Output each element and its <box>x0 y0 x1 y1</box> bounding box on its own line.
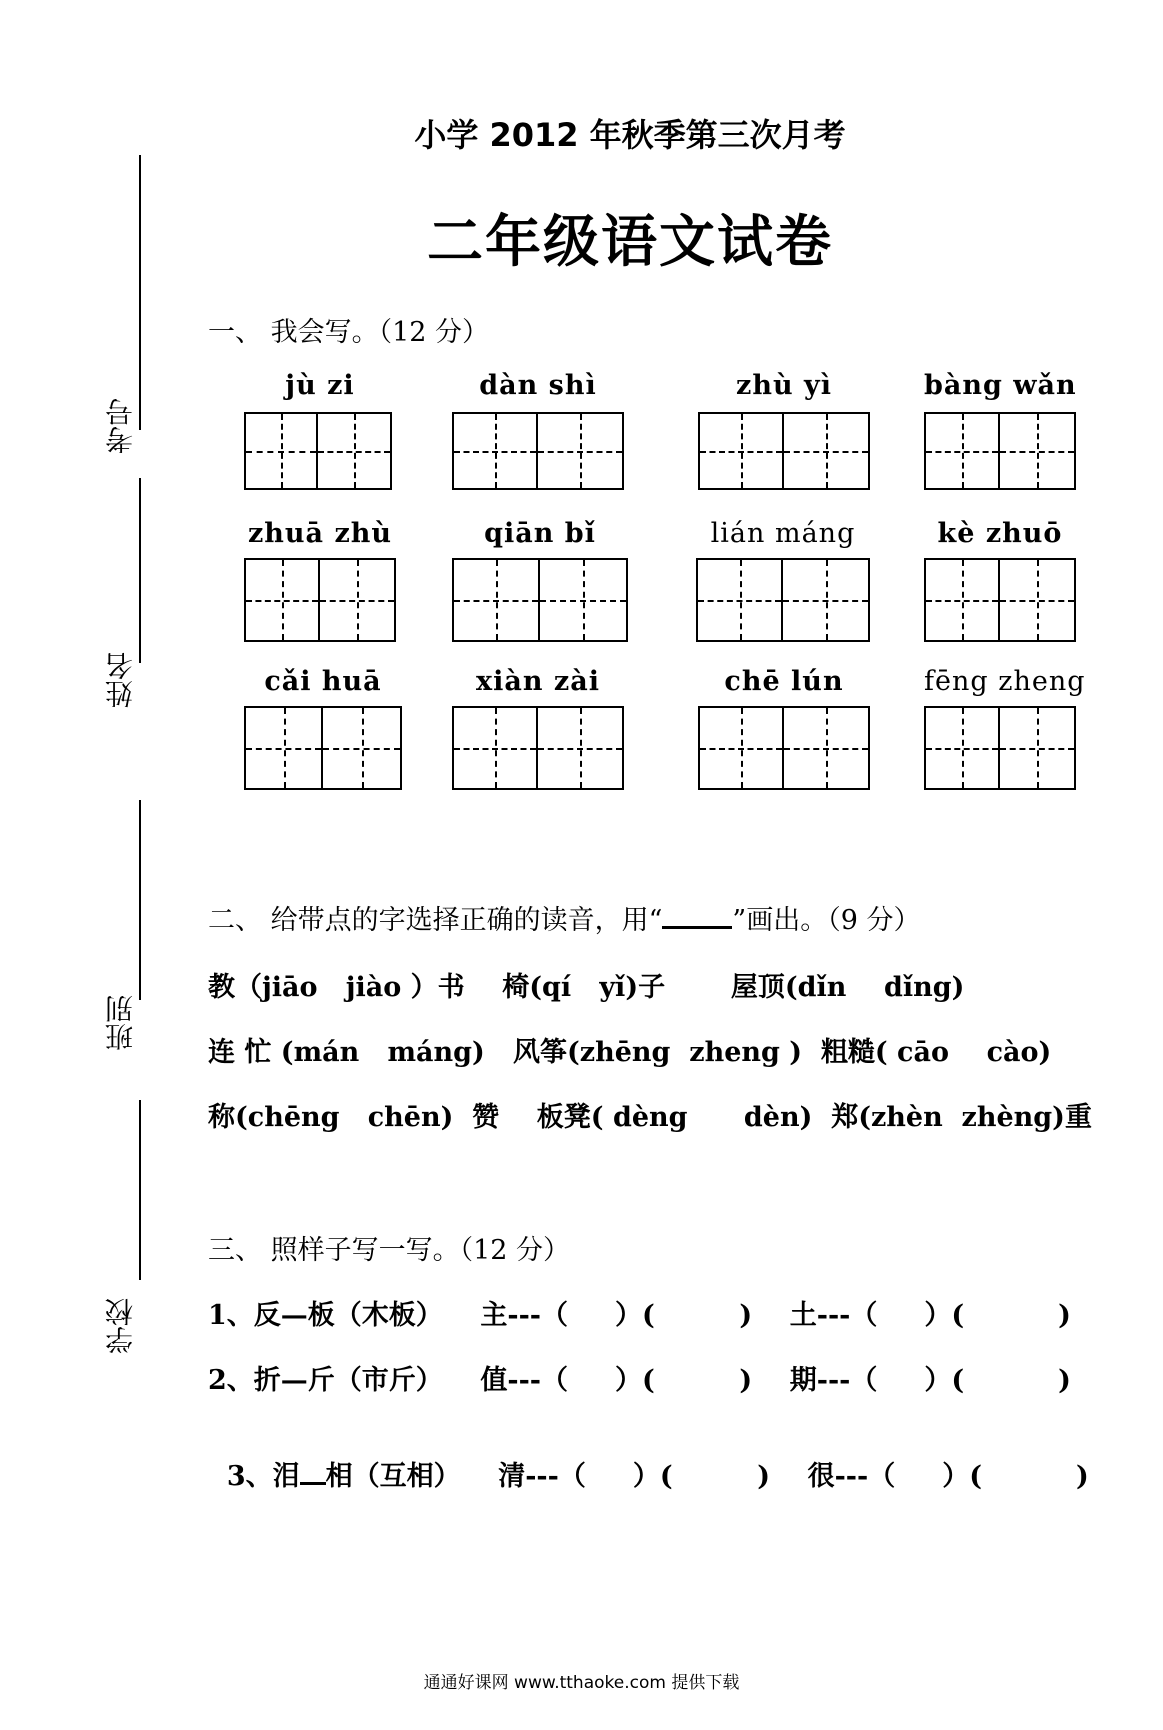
writing-box[interactable] <box>1000 558 1076 642</box>
pinyin-label: dàn shì <box>479 370 597 401</box>
writing-item <box>452 518 628 643</box>
writing-box[interactable] <box>244 558 320 642</box>
binding-line <box>139 1100 141 1280</box>
side-label-class: 班别 <box>104 995 137 1051</box>
writing-item <box>244 518 396 643</box>
pinyin-label: chē lún <box>724 666 844 697</box>
writing-item <box>924 370 1076 492</box>
pinyin-label: bàng wǎn <box>924 370 1077 401</box>
writing-box[interactable] <box>452 412 538 490</box>
exam-title: 二年级语文试卷 <box>427 210 833 275</box>
writing-box[interactable] <box>698 706 784 790</box>
writing-box[interactable] <box>244 706 323 790</box>
pronunciation-line: 连 忙 (mán máng) 风筝(zhēng zheng ) 粗糙( cāo cào) <box>208 1037 1052 1068</box>
pinyin-label: zhuā zhù <box>247 518 393 549</box>
blank-underline <box>300 1482 326 1485</box>
pinyin-label: cǎi huā <box>264 666 382 697</box>
writing-box[interactable] <box>320 558 396 642</box>
writing-box[interactable] <box>538 412 624 490</box>
writing-box[interactable] <box>244 412 318 490</box>
writing-box[interactable] <box>318 412 392 490</box>
writing-item <box>696 518 870 643</box>
footer-source: 通通好课网 www.tthaoke.com 提供下载 <box>423 1673 740 1693</box>
pinyin-label: xiàn zài <box>476 666 600 697</box>
writing-box[interactable] <box>924 706 1000 790</box>
writing-box[interactable] <box>783 558 870 642</box>
binding-line <box>139 800 141 1000</box>
example-line-start: 3、泪 <box>226 1461 300 1492</box>
writing-item <box>244 370 396 492</box>
writing-box[interactable] <box>784 412 870 490</box>
writing-box[interactable] <box>1000 706 1076 790</box>
pinyin-label: lián máng <box>710 518 856 549</box>
writing-box[interactable] <box>1000 412 1076 490</box>
writing-box[interactable] <box>924 558 1000 642</box>
pronunciation-line: 教（jiāo jiào ）书 椅(qí yǐ)子 屋顶(dǐn dǐng) <box>208 972 965 1003</box>
writing-box[interactable] <box>452 706 538 790</box>
section1-heading: 一、 我会写。（12 分） <box>208 317 490 348</box>
pinyin-label: qiān bǐ <box>484 518 596 549</box>
writing-item <box>452 370 624 492</box>
section2-heading-tail: ”画出。（9 分） <box>732 905 921 936</box>
side-label-school: 学校 <box>104 1298 137 1354</box>
pinyin-label: fēng zheng <box>924 666 1086 697</box>
writing-item <box>698 666 870 790</box>
pinyin-label: zhù yì <box>736 370 832 401</box>
binding-line <box>139 155 141 430</box>
writing-box[interactable] <box>696 558 783 642</box>
pinyin-label: jù zi <box>285 370 355 401</box>
example-line: 1、反—板（木板） 主---（ ）( ) 土---（ ）( ) <box>208 1300 1071 1331</box>
example-line-rest: 相（互相） 清---（ ）( ) 很---（ ）( ) <box>325 1461 1089 1492</box>
side-label-name: 姓名 <box>104 652 137 708</box>
writing-box[interactable] <box>323 706 402 790</box>
pronunciation-line: 称(chēng chēn) 赞 板凳( dèng dèn) 郑(zhèn zhèng)重 <box>208 1102 1092 1133</box>
exam-subtitle: 小学 2012 年秋季第三次月考 <box>414 116 846 154</box>
side-label-exam-number: 考号 <box>104 398 137 454</box>
writing-box[interactable] <box>924 412 1000 490</box>
writing-box[interactable] <box>452 558 540 642</box>
writing-item <box>698 370 870 492</box>
writing-box[interactable] <box>784 706 870 790</box>
section3-heading: 三、 照样子写一写。（12 分） <box>208 1235 571 1266</box>
underline-sample <box>662 926 732 929</box>
writing-item <box>244 666 402 790</box>
writing-box[interactable] <box>698 412 784 490</box>
pinyin-label: kè zhuō <box>937 518 1063 549</box>
example-line <box>208 1423 1089 1493</box>
binding-line <box>139 478 141 663</box>
section2-heading-text: 二、 给带点的字选择正确的读音，用“ <box>208 905 663 936</box>
writing-box[interactable] <box>540 558 628 642</box>
section2-heading <box>208 898 920 937</box>
writing-item <box>924 666 1086 790</box>
writing-item <box>924 518 1076 643</box>
writing-box[interactable] <box>538 706 624 790</box>
writing-item <box>452 666 624 790</box>
example-line: 2、折—斤（市斤） 值---（ ）( ) 期---（ ）( ) <box>208 1365 1071 1396</box>
